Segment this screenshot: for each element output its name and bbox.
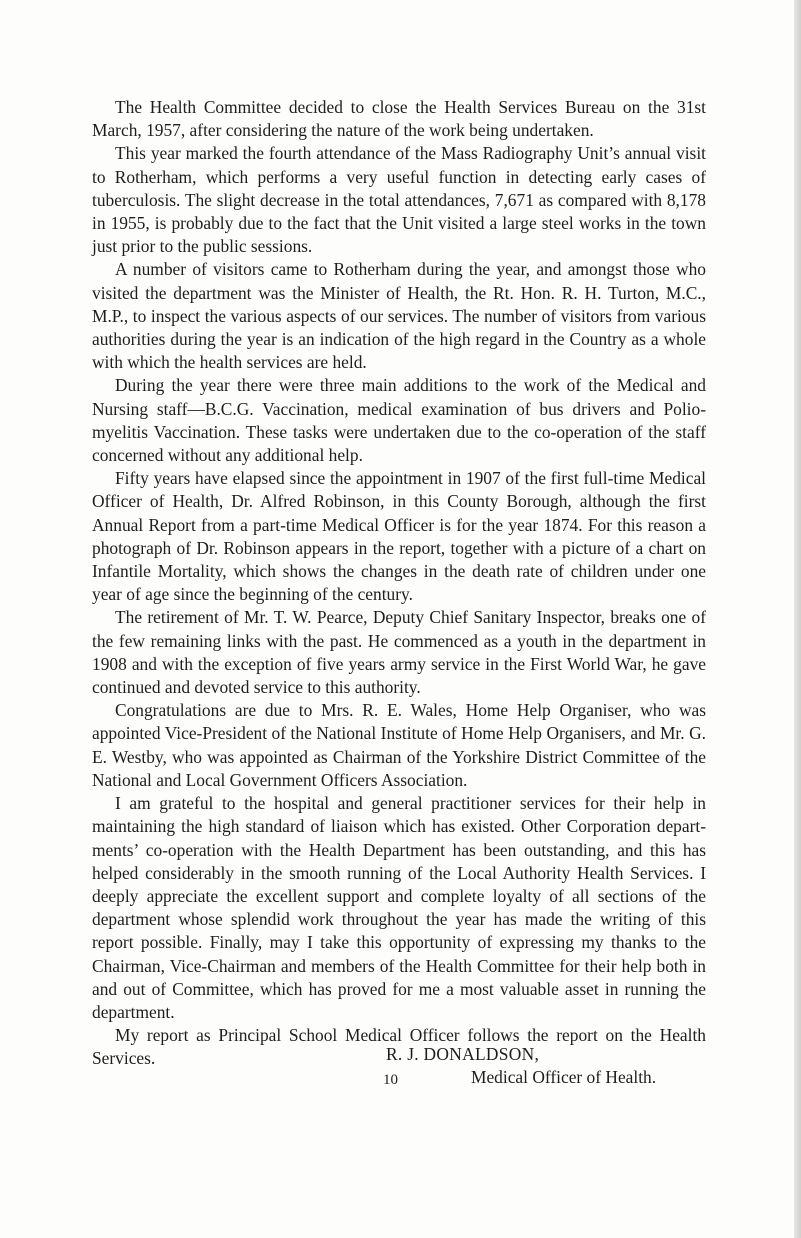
page-edge-shadow bbox=[794, 0, 801, 1238]
signature-title: Medical Officer of Health. bbox=[471, 1067, 657, 1087]
paragraph: The Health Committee decided to close the Health Services Bureau on the 31st March, 1957, after considering the nature of the work being undertaken. bbox=[92, 97, 706, 141]
paragraph: Congratulations are due to Mrs. R. E. Wales, Home Help Organiser, who was appointed Vice-President of the National Institute of Home Help Organisers, and Mr. G. E. Westby, who was appointed as Chairman of the Yorkshire District Committee of the National and Local Government Officers Association. bbox=[92, 700, 706, 790]
paragraph: Fifty years have elapsed since the appointment in 1907 of the first full-time Medical Officer of Health, Dr. Alfred Robinson, in this County Borough, although the first Annual Report from a part-time Medical Officer is for the year 1874. For this reason a photograph of Dr. Robinson appears in the report, together with a picture of a chart on Infantile Mortality, which shows the changes in the death rate of children under one year of age since the beginning of the century. bbox=[92, 468, 706, 605]
paragraph: The retirement of Mr. T. W. Pearce, Deputy Chief Sanitary Inspector, breaks one of the few remaining links with the past. He commenced as a youth in the department in 1908 and with the exception of five years army service in the First World War, he gave continued and devoted service to this authority. bbox=[92, 607, 706, 698]
paragraph: A number of visitors came to Rotherham during the year, and amongst those who visited the department was the Minister of Health, the Rt. Hon. R. H. Turton, M.C., M.P., to inspect the various aspects of our services. The number of visitors from various authorities during the year is an indication of the high regard in the Country as a whole with which the health services are held. bbox=[92, 259, 706, 373]
paragraph: My report as Principal School Medical Officer follows the report on the Health Services. bbox=[92, 1025, 706, 1069]
paragraph: This year marked the fourth attendance of the Mass Radiography Unit’s annual visit to Rotherham, which performs a very useful function in detecting early cases of tuberculosis. The slight decrease in the total attendances, 7,671 as compared with 8,178 in 1955, is probably due to the fact that the Unit visited a large steel works in the town just prior to the public sessions. bbox=[92, 143, 706, 257]
page-number: 10 bbox=[383, 1072, 398, 1088]
paragraph: I am grateful to the hospital and general practitioner services for their help in maintaining the high standard of liaison which has existed. Other Corporation depart-ments’ co-operation with the Health Department has been outstanding, and this has helped considerably in the smooth running of the Local Authority Health Services. I deeply appreciate the excellent support and complete loyalty of all sections of the department whose splendid work throughout the year has made the writing of this report possible. Finally, may I take this opportunity of expressing my thanks to the Chairman, Vice-Chairman and members of the Health Committee for their help both in and out of Committee, which has proved for me a most valuable asset in running the department. bbox=[92, 793, 706, 1022]
report-body bbox=[92, 96, 706, 1071]
paragraph: During the year there were three main additions to the work of the Medical and Nursing staff—B.C.G. Vaccination, medical examination of bus drivers and Polio-myelitis Vaccination. These tasks were undertaken due to the co-operation of the staff concerned without any additional help. bbox=[92, 375, 706, 466]
signature-name: R. J. DONALDSON, bbox=[386, 1044, 540, 1064]
